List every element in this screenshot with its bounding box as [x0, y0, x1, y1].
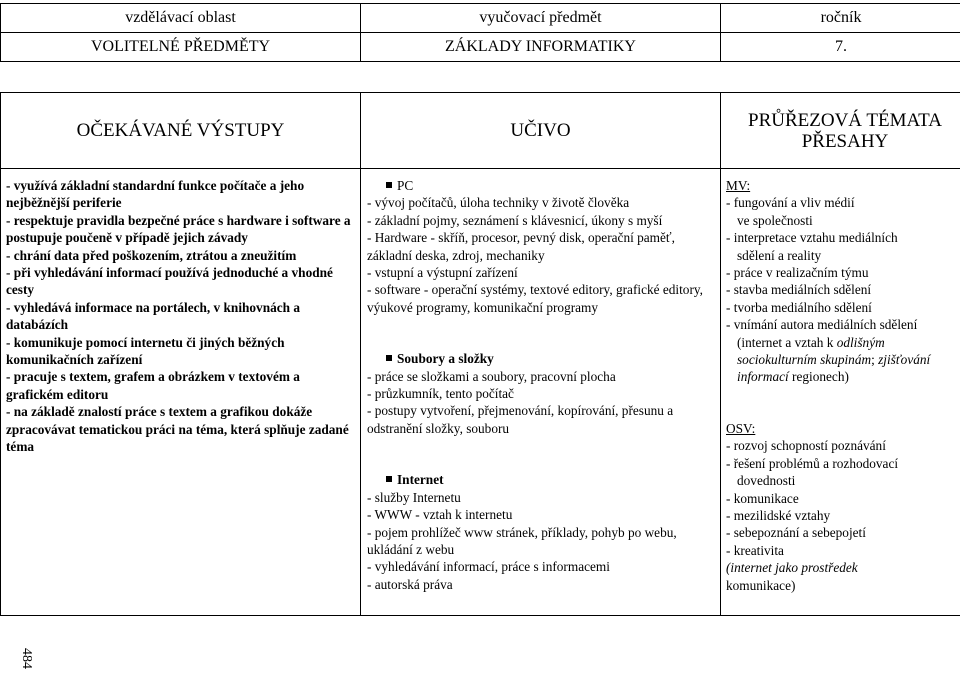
mv-note-italic-1: odlišným sociokulturním skupinám — [737, 334, 885, 368]
curriculum-line: - Hardware - skříň, procesor, pevný disk, operační paměť, základní deska, zdroj, mechaniky — [367, 230, 675, 263]
osv-label: OSV: — [726, 420, 756, 436]
curriculum-line: - práce se složkami a soubory, pracovní plocha — [367, 368, 616, 384]
section-internet-heading — [367, 471, 716, 488]
section-internet-title: Internet — [397, 472, 444, 488]
square-bullet-icon — [386, 182, 392, 188]
outcome-item: - respektuje pravidla bezpečné práce s hardware i software a postupuje poučeně v případě jejich závady — [6, 212, 351, 246]
value-grade: 7. — [721, 33, 960, 62]
header-labels-row — [1, 4, 960, 33]
label-grade: ročník — [721, 4, 960, 33]
value-subject: ZÁKLADY INFORMATIKY — [361, 33, 721, 62]
theme-line: - stavba mediálních sdělení — [726, 282, 872, 298]
curriculum-cell — [361, 169, 721, 616]
section-pc-title: PC — [397, 178, 414, 193]
outcomes-cell — [1, 169, 361, 616]
curriculum-line: - WWW - vztah k internetu — [367, 507, 513, 523]
mv-note-mid: ; — [871, 352, 875, 368]
curriculum-line: - postupy vytvoření, přejmenování, kopírování, přesunu a odstranění složky, souboru — [367, 403, 674, 436]
theme-line: - komunikace — [726, 490, 799, 506]
curriculum-line: - software - operační systémy, textové editory, grafické editory, výukové programy, komunikační programy — [367, 282, 703, 315]
header-table — [0, 3, 960, 62]
curriculum-line: - vstupní a výstupní zařízení — [367, 265, 518, 281]
mv-note-suffix: regionech) — [788, 369, 849, 385]
section-spacer — [367, 437, 716, 471]
curriculum-line: - vyhledávání informací, práce s informacemi — [367, 559, 610, 575]
curriculum-line: - pojem prohlížeč www stránek, příklady, pohyb po webu, ukládání z webu — [367, 524, 677, 557]
themes-cell — [721, 169, 960, 616]
curriculum-content — [361, 169, 720, 593]
theme-line: - interpretace vztahu mediálních — [726, 230, 898, 246]
mv-note — [726, 334, 960, 386]
mv-note-italic-2: zjišťování informací — [737, 352, 931, 385]
theme-line: - vnímání autora mediálních sdělení — [726, 317, 918, 333]
themes-content — [721, 169, 960, 594]
outcome-item: - na základě znalostí práce s textem a grafikou dokáže zpracovávat tematickou práci na téma, která splňuje zadané téma — [6, 404, 349, 455]
theme-line: - práce v realizačním týmu — [726, 265, 869, 281]
content-row — [1, 169, 960, 616]
outcome-item: - vyhledává informace na portálech, v knihovnách a databázích — [6, 299, 301, 333]
page-number: 484 — [19, 648, 34, 669]
outcomes-list — [1, 169, 360, 456]
curriculum-line: - vývoj počítačů, úloha techniky v životě člověka — [367, 195, 630, 211]
section-files-heading — [367, 350, 716, 367]
curriculum-line: - služby Internetu — [367, 489, 461, 505]
header-values-row — [1, 33, 960, 62]
outcome-item: - chrání data před poškozením, ztrátou a zneužitím — [6, 247, 297, 263]
outcome-item: - pracuje s textem, grafem a obrázkem v textovém a grafickém editoru — [6, 369, 300, 402]
theme-line: - řešení problémů a rozhodovací — [726, 455, 899, 471]
mv-label: MV: — [726, 178, 751, 193]
theme-line: ve společnosti — [737, 212, 813, 228]
label-area: vzdělávací oblast — [1, 4, 361, 33]
column-headings-row — [1, 93, 960, 169]
section-files-title: Soubory a složky — [397, 351, 494, 367]
section-spacer — [726, 386, 960, 420]
theme-line: - tvorba mediálního sdělení — [726, 299, 872, 315]
themes-heading — [721, 93, 960, 169]
osv-note-italic: (internet jako prostředek — [726, 560, 858, 576]
value-area: VOLITELNÉ PŘEDMĚTY — [1, 33, 361, 62]
outcome-item: - využívá základní standardní funkce počítače a jeho nejběžnější periferie — [6, 178, 305, 211]
themes-heading-text: PRŮŘEZOVÁ TÉMATA PŘESAHY — [748, 109, 942, 152]
theme-line: - mezilidské vztahy — [726, 507, 831, 523]
curriculum-line: - průzkumník, tento počítač — [367, 386, 514, 402]
theme-line: - sebepoznání a sebepojetí — [726, 525, 866, 541]
theme-line: - rozvoj schopností poznávání — [726, 438, 886, 454]
theme-line: - fungování a vliv médií — [726, 195, 855, 211]
osv-note-suffix: komunikace) — [726, 577, 796, 593]
square-bullet-icon — [386, 355, 392, 361]
theme-line: - kreativita — [726, 542, 784, 558]
section-pc-heading — [367, 177, 716, 194]
theme-line: dovednosti — [737, 473, 796, 489]
mv-note-prefix: (internet a vztah k — [737, 334, 837, 350]
curriculum-line: - autorská práva — [367, 576, 453, 592]
square-bullet-icon — [386, 476, 392, 482]
outcome-item: - při vyhledávání informací používá jednoduché a vhodné cesty — [6, 265, 333, 298]
section-spacer — [367, 316, 716, 350]
theme-line: sdělení a reality — [737, 247, 822, 263]
label-subject: vyučovací předmět — [361, 4, 721, 33]
outcome-item: - komunikuje pomocí internetu či jiných běžných komunikačních zařízení — [6, 334, 285, 368]
outcomes-heading: OČEKÁVANÉ VÝSTUPY — [1, 93, 361, 169]
curriculum-line: - základní pojmy, seznámení s klávesnicí, úkony s myší — [367, 212, 663, 228]
curriculum-table — [0, 92, 960, 616]
curriculum-heading: UČIVO — [361, 93, 721, 169]
